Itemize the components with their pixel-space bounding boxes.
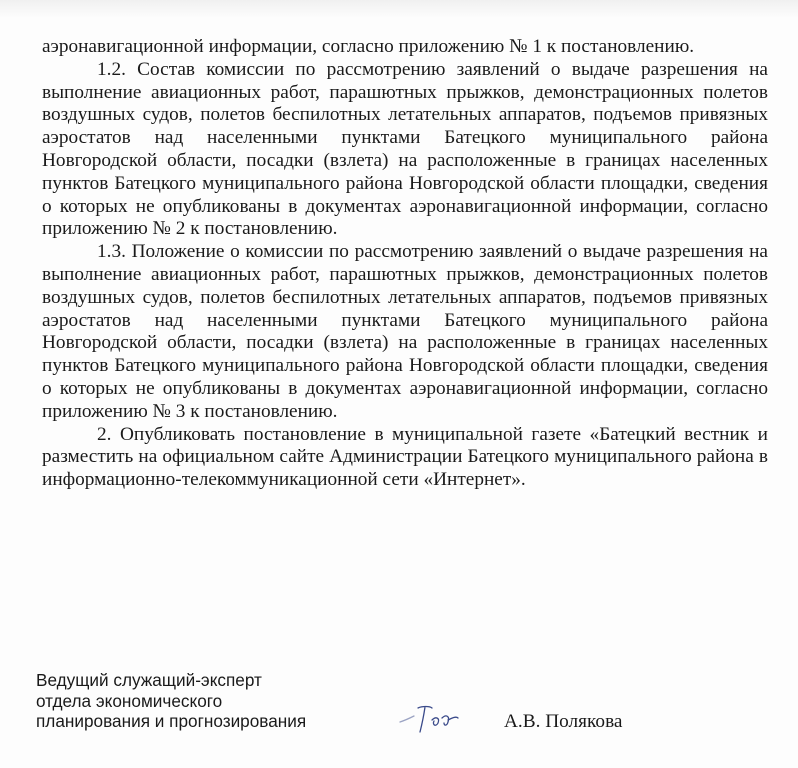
paragraph-1-3: 1.3. Положение о комиссии по рассмотрению заявлений о выдаче разрешения на выполнение авиационных работ, парашютных прыжков, демонстрационных полетов воздушных судов, полетов беспилотных летательных аппаратов, подъемов привязных аэростатов над населенными пунктами Батецкого муниципального района Новгородской области, посадки (взлета) на расположенные в границах населенных пунктов Батецкого муниципального района Новгородской области площадки, сведения о которых не опубликованы в документах аэронавигационной информации, согласно приложению № 3 к постановлению. (42, 241, 768, 422)
paragraph-1-2: 1.2. Состав комиссии по рассмотрению заявлений о выдаче разрешения на выполнение авиационных работ, парашютных прыжков, демонстрационных полетов воздушных судов, полетов беспилотных летательных аппаратов, подъемов привязных аэростатов над населенными пунктами Батецкого муниципального района Новгородской области, посадки (взлета) на расположенные в границах населенных пунктов Батецкого муниципального района Новгородской области площадки, сведения о которых не опубликованы в документах аэронавигационной информации, согласно приложению № 2 к постановлению. (42, 58, 768, 240)
signature-block (36, 670, 776, 750)
paragraph-2: 2. Опубликовать постановление в муниципальной газете «Батецкий вестник и разместить на официальном сайте Администрации Батецкого муниципального района в информационно-телекоммуникационной сети «Интернет». (42, 423, 768, 491)
document-body (42, 36, 768, 492)
scan-top-edge (0, 0, 798, 18)
signer-position (36, 670, 306, 732)
signer-position-line-3: планирования и прогнозирования (36, 711, 307, 731)
signer-position-line-1: Ведущий служащий-эксперт (36, 670, 262, 690)
handwritten-signature (392, 696, 472, 736)
paragraph-continuation: аэронавигационной информации, согласно приложению № 1 к постановлению. (42, 36, 695, 57)
signer-name: А.В. Полякова (504, 711, 623, 732)
signer-position-line-2: отдела экономического (36, 690, 223, 711)
